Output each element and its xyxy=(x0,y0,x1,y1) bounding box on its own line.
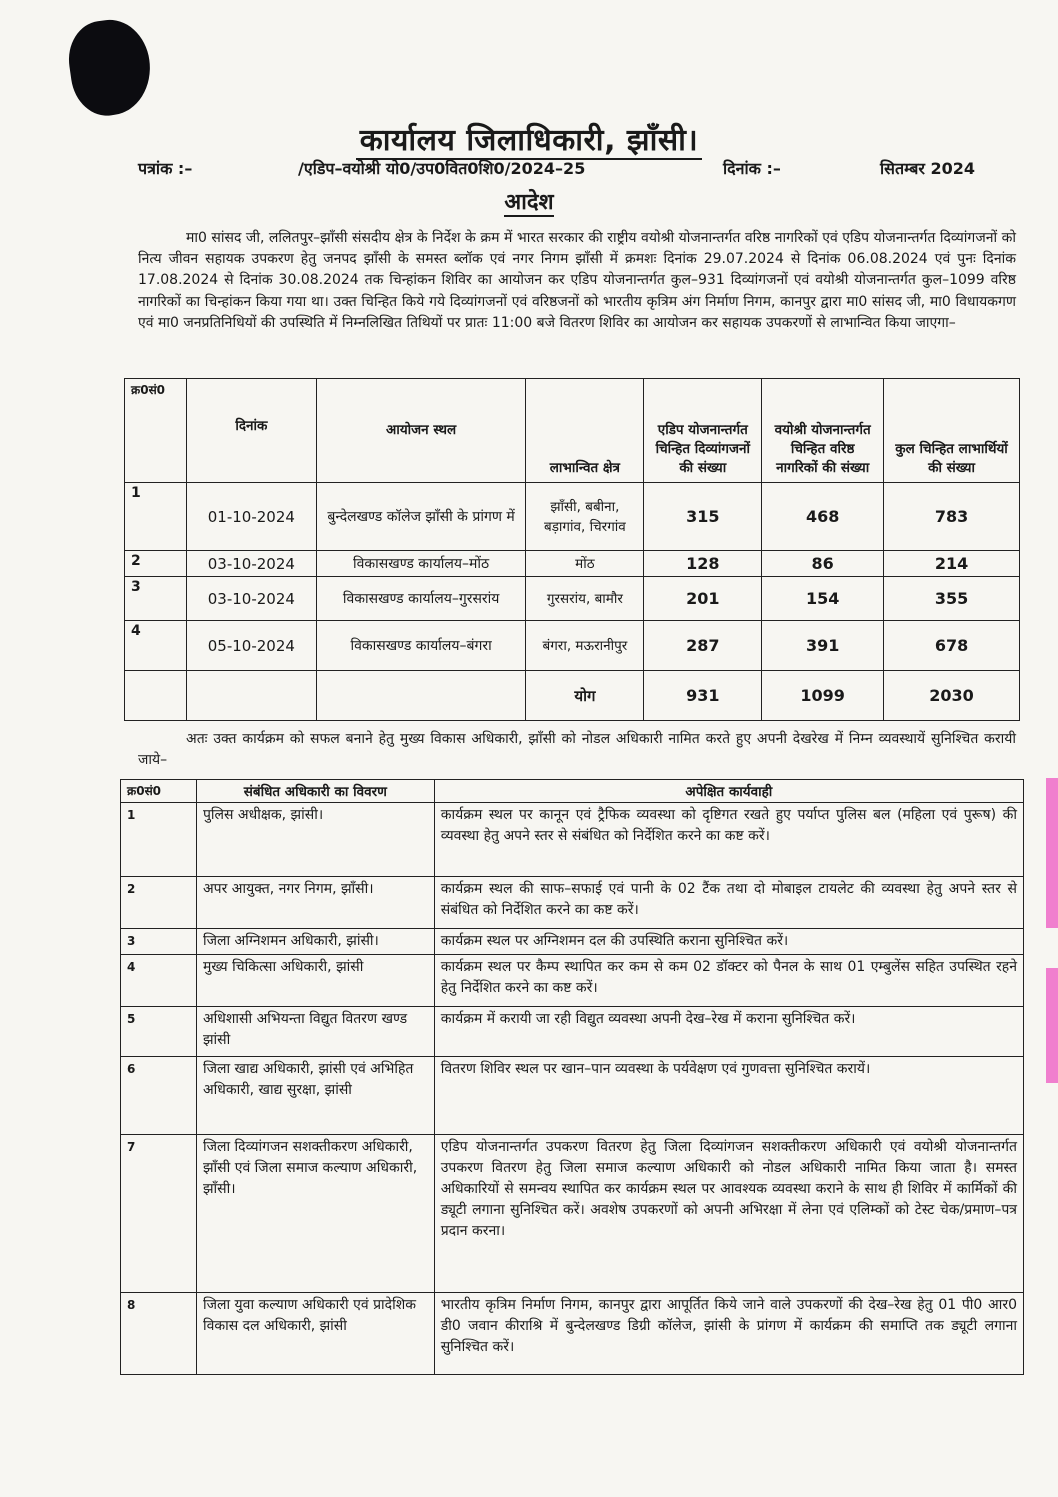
row-sn: 2 xyxy=(125,551,187,577)
row-vayoshri: 391 xyxy=(762,621,884,671)
empty-cell xyxy=(316,671,526,721)
schedule-table xyxy=(124,378,1020,721)
row-date: 03-10-2024 xyxy=(186,551,316,577)
row-total: 783 xyxy=(884,483,1020,551)
table-row xyxy=(125,551,1020,577)
row-sn: 4 xyxy=(121,955,197,1007)
intro-paragraph: मा0 सांसद जी, ललितपुर–झाँसी संसदीय क्षेत्र के निर्देश के क्रम में भारत सरकार की राष्ट्रीय वयोश्री योजनान्तर्गत वरिष्ठ नागरिकों एवं एडिप योजनान्तर्गत दिव्यांगजनों को नित्य जीवन सहायक उपकरण हेतु जनपद झाँसी के समस्त ब्लॉक एवं नगर निगम झाँसी में क्रमशः दिनांक 29.07.2024 से दिनांक 06.08.2024 एवं पुनः दिनांक 17.08.2024 से दिनांक 30.08.2024 तक चिन्हांकन शिविर का आयोजन कर एडिप योजनान्तर्गत कुल–931 दिव्यांगजनों एवं वयोश्री योजनान्तर्गत कुल–1099 वरिष्ठ नागरिकों का चिन्हांकन किया गया था। उक्त चिन्हित किये गये दिव्यांगजनों एवं वरिष्ठजनों को भारतीय कृत्रिम अंग निर्माण निगम, कानपुर द्वारा मा0 सांसद जी, मा0 विधायकगण एवं मा0 जनप्रतिनिधियों की उपस्थिति में निम्नलिखित तिथियों पर प्रातः 11:00 बजे वितरण शिविर का आयोजन कर सहायक उपकरणों से लाभान्वित किया जाएगा– xyxy=(138,230,1016,331)
table-row xyxy=(121,1135,1024,1293)
office-title: कार्यालय जिलाधिकारी, झाँसी। xyxy=(0,118,1058,159)
total-total: 2030 xyxy=(884,671,1020,721)
date-value: सितम्बर 2024 xyxy=(880,159,976,178)
row-officer: जिला अग्निशमन अधिकारी, झांसी। xyxy=(196,929,434,955)
header-venue: आयोजन स्थल xyxy=(316,379,526,483)
row-sn: 5 xyxy=(121,1007,197,1057)
row-action: कार्यक्रम स्थल पर कैम्प स्थापित कर कम से कम 02 डॉक्टर को पैनल के साथ 01 एम्बुलेंस सहित उपस्थित रहने हेतु निर्देशित करने का कष्ट करें। xyxy=(434,955,1023,1007)
row-officer: अपर आयुक्त, नगर निगम, झाँसी। xyxy=(196,877,434,929)
table-row xyxy=(121,877,1024,929)
ink-mark xyxy=(64,15,156,120)
row-action: कार्यक्रम स्थल पर अग्निशमन दल की उपस्थिति कराना सुनिश्चित करें। xyxy=(434,929,1023,955)
row-venue: विकासखण्ड कार्यालय–गुरसरांय xyxy=(316,577,526,621)
row-adip: 287 xyxy=(644,621,762,671)
table-header-row xyxy=(125,379,1020,483)
ref-number: /एडिप–वयोश्री यो0/उप0वित0शि0/2024–25 xyxy=(298,159,586,178)
row-sn: 1 xyxy=(121,803,197,877)
page-tab-marker xyxy=(1046,778,1058,928)
row-officer: अधिशासी अभियन्ता विद्युत वितरण खण्ड झांसी xyxy=(196,1007,434,1057)
row-date: 03-10-2024 xyxy=(186,577,316,621)
header-sn: क्र0सं0 xyxy=(121,780,197,803)
total-adip: 931 xyxy=(644,671,762,721)
table-row xyxy=(121,1293,1024,1375)
row-date: 05-10-2024 xyxy=(186,621,316,671)
header-area: लाभान्वित क्षेत्र xyxy=(526,379,644,483)
table-row xyxy=(125,577,1020,621)
row-officer: मुख्य चिकित्सा अधिकारी, झांसी xyxy=(196,955,434,1007)
duties-table xyxy=(120,779,1024,1375)
page-tab-marker xyxy=(1046,968,1058,1083)
row-sn: 3 xyxy=(121,929,197,955)
total-vayoshri: 1099 xyxy=(762,671,884,721)
row-sn: 3 xyxy=(125,577,187,621)
row-vayoshri: 154 xyxy=(762,577,884,621)
row-venue: बुन्देलखण्ड कॉलेज झाँसी के प्रांगण में xyxy=(316,483,526,551)
row-adip: 128 xyxy=(644,551,762,577)
row-sn: 1 xyxy=(125,483,187,551)
row-officer: पुलिस अधीक्षक, झांसी। xyxy=(196,803,434,877)
second-paragraph: अतः उक्त कार्यक्रम को सफल बनाने हेतु मुख्य विकास अधिकारी, झाँसी को नोडल अधिकारी नामित करते हुए अपनी देखरेख में निम्न व्यवस्थायें सुनिश्चित करायी जाये– xyxy=(138,731,1016,769)
table-row xyxy=(121,929,1024,955)
row-area: झाँसी, बबीना, बड़ागांव, चिरगांव xyxy=(526,483,644,551)
header-action: अपेक्षित कार्यवाही xyxy=(434,780,1023,803)
row-action: वितरण शिविर स्थल पर खान–पान व्यवस्था के पर्यवेक्षण एवं गुणवत्ता सुनिश्चित करायें। xyxy=(434,1057,1023,1135)
row-action: कार्यक्रम स्थल पर कानून एवं ट्रैफिक व्यवस्था को दृष्टिगत रखते हुए पर्याप्त पुलिस बल (महिला एवं पुरूष) की व्यवस्था हेतु अपने स्तर से संबंधित को निर्देशित करने का कष्ट करें। xyxy=(434,803,1023,877)
row-officer: जिला युवा कल्याण अधिकारी एवं प्रादेशिक विकास दल अधिकारी, झांसी xyxy=(196,1293,434,1375)
empty-cell xyxy=(125,671,187,721)
order-heading: आदेश xyxy=(504,190,554,215)
total-row xyxy=(125,671,1020,721)
table-row xyxy=(125,483,1020,551)
row-area: गुरसरांय, बामौर xyxy=(526,577,644,621)
table-row xyxy=(121,803,1024,877)
row-action: एडिप योजनान्तर्गत उपकरण वितरण हेतु जिला दिव्यांगजन सशक्तीकरण अधिकारी एवं वयोश्री योजनान्तर्गत उपकरण वितरण हेतु जिला समाज कल्याण अधिकारी को नोडल अधिकारी नामित किया जाता है। समस्त अधिकारियों से समन्वय स्थापित कर कार्यक्रम स्थल पर आवश्यक व्यवस्था कराने के साथ ही शिविर में कार्मिकों की ड्यूटी लगाना सुनिश्चित करें। अवशेष उपकरणों को अपनी अभिरक्षा में लेना एवं एलिम्कों को टेस्ट चेक/प्रमाण–पत्र प्रदान करना। xyxy=(434,1135,1023,1293)
row-officer: जिला दिव्यांगजन सशक्तीकरण अधिकारी, झाँसी एवं जिला समाज कल्याण अधिकारी, झाँसी। xyxy=(196,1135,434,1293)
row-sn: 8 xyxy=(121,1293,197,1375)
row-area: मोंठ xyxy=(526,551,644,577)
empty-cell xyxy=(186,671,316,721)
header-adip: एडिप योजनान्तर्गत चिन्हित दिव्यांगजनों की संख्या xyxy=(644,379,762,483)
header-total: कुल चिन्हित लाभार्थियों की संख्या xyxy=(884,379,1020,483)
row-action: कार्यक्रम में करायी जा रही विद्युत व्यवस्था अपनी देख–रेख में कराना सुनिश्चित करें। xyxy=(434,1007,1023,1057)
row-sn: 7 xyxy=(121,1135,197,1293)
date-label: दिनांक :– xyxy=(723,159,781,178)
row-total: 214 xyxy=(884,551,1020,577)
header-date: दिनांक xyxy=(186,379,316,483)
row-officer: जिला खाद्य अधिकारी, झांसी एवं अभिहित अधिकारी, खाद्य सुरक्षा, झांसी xyxy=(196,1057,434,1135)
row-action: भारतीय कृत्रिम निर्माण निगम, कानपुर द्वारा आपूर्तित किये जाने वाले उपकरणों की देख–रेख हेतु 01 पी0 आर0 डी0 जवान कीराश्रि में बुन्देलखण्ड डिग्री कॉलेज, झांसी के प्रांगण में कार्यक्रम की समाप्ति तक ड्यूटी लगाना सुनिश्चित करें। xyxy=(434,1293,1023,1375)
table-row xyxy=(121,1057,1024,1135)
row-venue: विकासखण्ड कार्यालय–बंगरा xyxy=(316,621,526,671)
table-row xyxy=(125,621,1020,671)
row-adip: 201 xyxy=(644,577,762,621)
total-label: योग xyxy=(526,671,644,721)
row-action: कार्यक्रम स्थल की साफ–सफाई एवं पानी के 02 टैंक तथा दो मोबाइल टायलेट की व्यवस्था हेतु अपने स्तर से संबंधित को निर्देशित करने का कष्ट करें। xyxy=(434,877,1023,929)
row-area: बंगरा, मऊरानीपुर xyxy=(526,621,644,671)
row-vayoshri: 468 xyxy=(762,483,884,551)
table-row xyxy=(121,1007,1024,1057)
table-row xyxy=(121,955,1024,1007)
row-sn: 6 xyxy=(121,1057,197,1135)
row-sn: 2 xyxy=(121,877,197,929)
table-header-row xyxy=(121,780,1024,803)
header-vayoshri: वयोश्री योजनान्तर्गत चिन्हित वरिष्ठ नागरिकों की संख्या xyxy=(762,379,884,483)
row-venue: विकासखण्ड कार्यालय–मोंठ xyxy=(316,551,526,577)
row-total: 678 xyxy=(884,621,1020,671)
row-adip: 315 xyxy=(644,483,762,551)
row-date: 01-10-2024 xyxy=(186,483,316,551)
row-vayoshri: 86 xyxy=(762,551,884,577)
header-sn: क्र0सं0 xyxy=(125,379,187,483)
ref-label: पत्रांक :– xyxy=(138,159,193,178)
header-officer: संबंधित अधिकारी का विवरण xyxy=(196,780,434,803)
row-sn: 4 xyxy=(125,621,187,671)
row-total: 355 xyxy=(884,577,1020,621)
